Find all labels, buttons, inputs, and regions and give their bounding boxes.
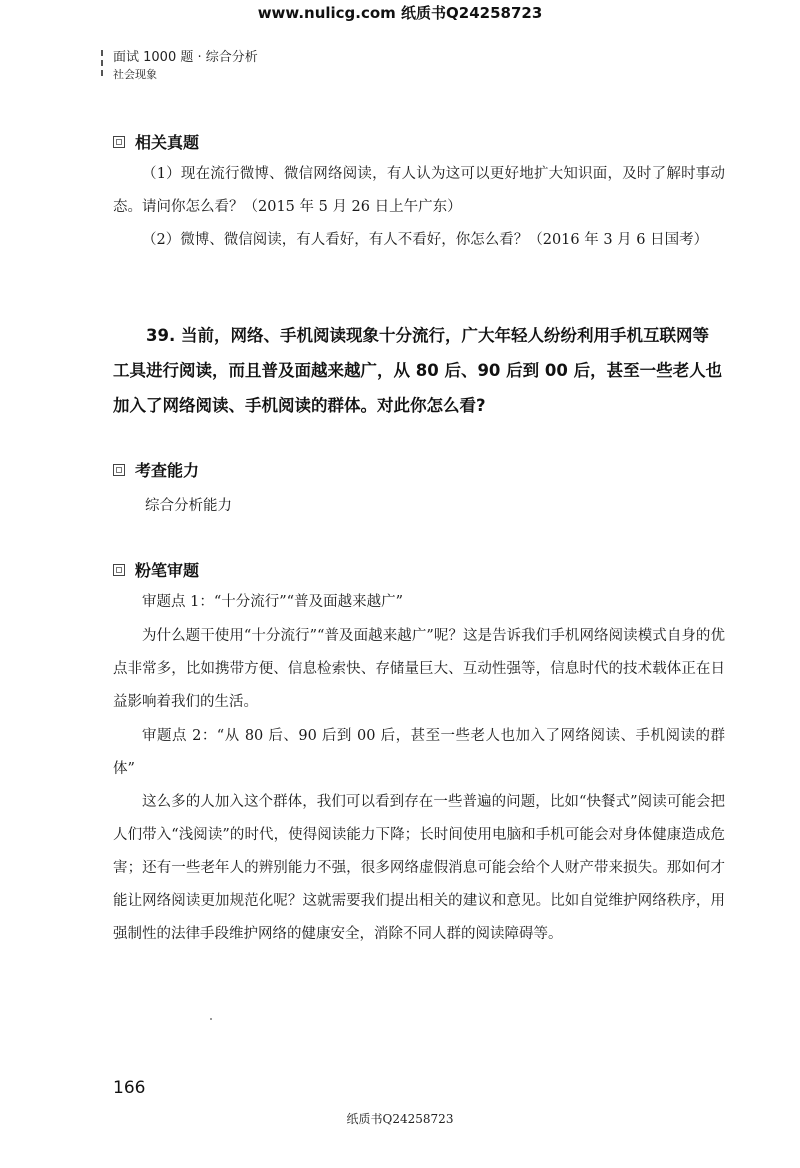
related-questions-heading — [113, 130, 199, 153]
analysis-heading — [113, 558, 199, 581]
ability-text: 综合分析能力 — [145, 498, 232, 514]
analysis-point-2-title: 审题点 2：“从 80 后、90 后到 00 后，甚至一些老人也加入了网络阅读、手机阅读的群体” — [113, 728, 725, 777]
section-icon — [113, 464, 125, 476]
ability-heading — [113, 458, 199, 481]
analysis-point-1-body: 为什么题干使用“十分流行”“普及面越来越广”呢？这是告诉我们手机网络阅读模式自身的优点非常多，比如携带方便、信息检索快、存储量巨大、互动性强等，信息时代的技术载体正在日益影响着我们的生活。 — [113, 628, 725, 710]
margin-marks — [101, 50, 105, 90]
related-heading-text: 相关真题 — [135, 133, 200, 152]
section-icon — [113, 564, 125, 576]
related-item-1: （1）现在流行微博、微信网络阅读，有人认为这可以更好地扩大知识面，及时了解时事动态。请问你怎么看？（2015 年 5 月 26 日上午广东） — [113, 166, 725, 215]
scan-speck — [210, 1018, 212, 1020]
analysis-point-1-title: 审题点 1：“十分流行”“普及面越来越广” — [142, 594, 403, 610]
section-icon — [113, 136, 125, 148]
analysis-point-2-body: 这么多的人加入这个群体，我们可以看到存在一些普遍的问题，比如“快餐式”阅读可能会把人们带入“浅阅读”的时代，使得阅读能力下降；长时间使用电脑和手机可能会对身体健康造成危害；还有一些老年人的辨别能力不强，很多网络虚假消息可能会给个人财产带来损失。那如何才能让网络阅读更加规范化呢？这就需要我们提出相关的建议和意见。比如自觉维护网络秩序，用强制性的法律手段维护网络的健康安全，消除不同人群的阅读障碍等。 — [113, 794, 725, 942]
bottom-watermark: 纸质书Q24258723 — [346, 1112, 454, 1126]
ability-heading-text: 考查能力 — [135, 461, 200, 480]
related-item-2: （2）微博、微信阅读，有人看好，有人不看好，你怎么看？（2016 年 3 月 6 日国考） — [142, 232, 709, 248]
page-number: 166 — [113, 1078, 146, 1098]
analysis-heading-text: 粉笔审题 — [135, 561, 200, 580]
book-title: 面试 1000 题 · 综合分析 — [113, 50, 258, 65]
question-39: 39. 当前，网络、手机阅读现象十分流行，广大年轻人纷纷利用手机互联网等工具进行阅读，而且普及面越来越广，从 80 后、90 后到 00 后，甚至一些老人也加入了网络阅读、手机阅读的群体。对此你怎么看? — [113, 326, 723, 415]
top-watermark: www.nulicg.com 纸质书Q24258723 — [257, 4, 543, 22]
chapter-title: 社会现象 — [113, 68, 157, 81]
